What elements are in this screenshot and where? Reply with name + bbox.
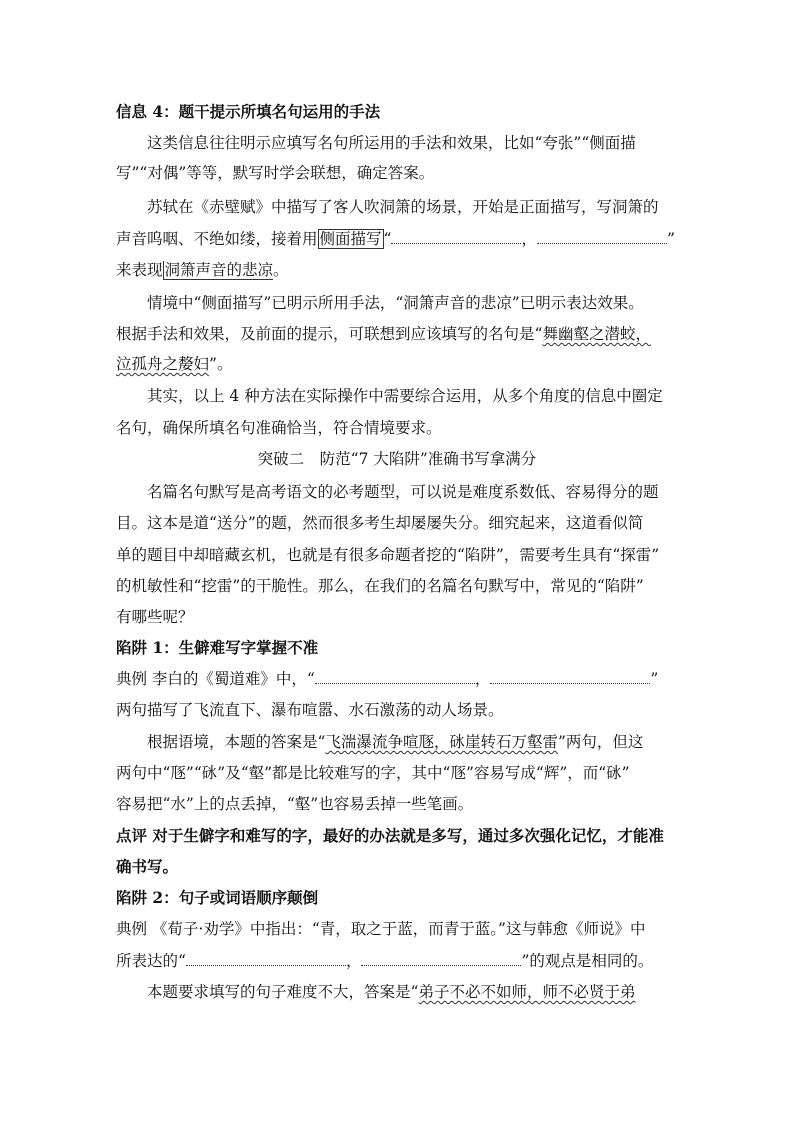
info4-p3-line1: 情境中“侧面描写”已明示所用手法，“洞箫声音的悲凉”已明示表达效果。: [147, 294, 644, 312]
info4-p2-line1: 苏轼在《赤壁赋》中描写了客人吹洞箫的场景，开始是正面描写，写洞箫的: [147, 198, 659, 216]
info4-p3-line3: [116, 354, 232, 374]
text: 典例 李白的《蜀道难》中，“: [116, 670, 315, 688]
text: 来表现: [116, 261, 163, 279]
trap1-answer-line3: 容易把“水”上的点丢掉，“壑”也容易丢掉一些笔画。: [116, 795, 474, 813]
section2-p1-line2: 目。这本是道“送分”的题，然而很多考生却屡屡失分。细究起来，这道看似简: [116, 514, 644, 532]
trap1-answer-line2: 两句中“豗”“砯”及“壑”都是比较难写的字，其中“豗”容易写成“辉”，而“砯”: [116, 764, 630, 782]
trap1-example-line2: 两句描写了飞流直下、瀑布喧嚣、水石激荡的动人场景。: [116, 701, 504, 719]
answer-blank[interactable]: [391, 229, 521, 244]
trap1-comment-line1: 点评 对于生僻字和难写的字，最好的办法就是多写，通过多次强化记忆，才能准: [116, 826, 664, 845]
info4-p2-line3: [116, 260, 289, 280]
trap1-heading: 陷阱 1：生僻难写字掌握不准: [116, 638, 319, 657]
answer-blank[interactable]: [361, 951, 521, 966]
section2-p1-line4: 的机敏性和“挖雷”的干脆性。那么，在我们的名篇名句默写中，常见的“陷阱”: [116, 577, 644, 595]
text: 。: [273, 261, 289, 279]
answer-blank[interactable]: [537, 229, 667, 244]
trap1-answer-line1: [147, 732, 643, 752]
comma: ，: [345, 952, 362, 970]
text: 根据语境，本题的答案是“: [147, 733, 326, 751]
answer-blank[interactable]: [315, 669, 475, 684]
answer-blank[interactable]: [186, 951, 346, 966]
answer-quote: 舞幽壑之潜蛟，: [542, 325, 651, 343]
trap2-answer-line1: [147, 982, 635, 1002]
text: ”两句，但这: [557, 733, 644, 751]
text: ”的观点是相同的。: [521, 952, 654, 970]
trap2-example-line2: [116, 951, 653, 971]
answer-quote: 飞湍瀑流争喧豗，砯崖转石万壑雷: [325, 733, 558, 751]
section2-p1-line3: 单的题目中却暗藏玄机，也就是有很多命题者挖的“陷阱”，需要考生具有“探雷”: [116, 546, 660, 564]
comma: ，: [474, 670, 491, 688]
answer-blank[interactable]: [490, 669, 650, 684]
quote-open: “: [383, 230, 392, 248]
info4-p2-line2: [116, 229, 675, 249]
quote-close: ”: [666, 230, 675, 248]
boxed-term: 侧面描写: [319, 230, 382, 248]
text: 本题要求填写的句子难度不大，答案是“: [147, 983, 419, 1001]
section2-p1-line5: 有哪些呢？: [116, 608, 194, 626]
text: 声音呜咽、不绝如缕，接着用: [116, 230, 318, 248]
info4-p1-line2: 写”“对偶”等等，默写时学会联想，确定答案。: [116, 164, 435, 182]
info4-p4-line1: 其实，以上 4 种方法在实际操作中需要综合运用，从多个角度的信息中圈定: [147, 387, 663, 405]
section2-p1-line1: 名篇名句默写是高考语文的必考题型，可以说是难度系数低、容易得分的题: [147, 483, 659, 501]
trap1-comment-line2: 确书写。: [116, 857, 179, 876]
comma: ，: [521, 230, 537, 248]
info4-p4-line2: 名句，确保所填名句准确恰当，符合情境要求。: [116, 419, 442, 437]
trap1-example-line1: [116, 669, 658, 689]
trap2-heading: 陷阱 2：句子或词语顺序颠倒: [116, 888, 319, 907]
answer-quote: 弟子不必不如师，师不必贤于弟: [418, 983, 636, 1001]
info4-p1-line1: 这类信息往往明示应填写名句所运用的手法和效果，比如“夸张”“侧面描: [147, 134, 636, 152]
text: 所表达的“: [116, 952, 186, 970]
text: ”。: [209, 355, 233, 373]
boxed-term: 洞箫声音的悲凉: [164, 261, 274, 279]
answer-quote: 泣孤舟之嫠妇: [116, 355, 210, 373]
section-title: 突破二 防范“7 大陷阱”准确书写拿满分: [257, 450, 537, 468]
text: 根据手法和效果，及前面的提示，可联想到应该填写的名句是“: [116, 325, 543, 343]
info4-heading: 信息 4：题干提示所填名句运用的手法: [116, 102, 381, 121]
trap2-example-line1: 典例 《荀子·劝学》中指出：“青，取之于蓝，而青于蓝。”这与韩愈《师说》中: [116, 920, 646, 938]
quote-close: ”: [650, 670, 659, 688]
info4-p3-line2: [116, 324, 651, 344]
